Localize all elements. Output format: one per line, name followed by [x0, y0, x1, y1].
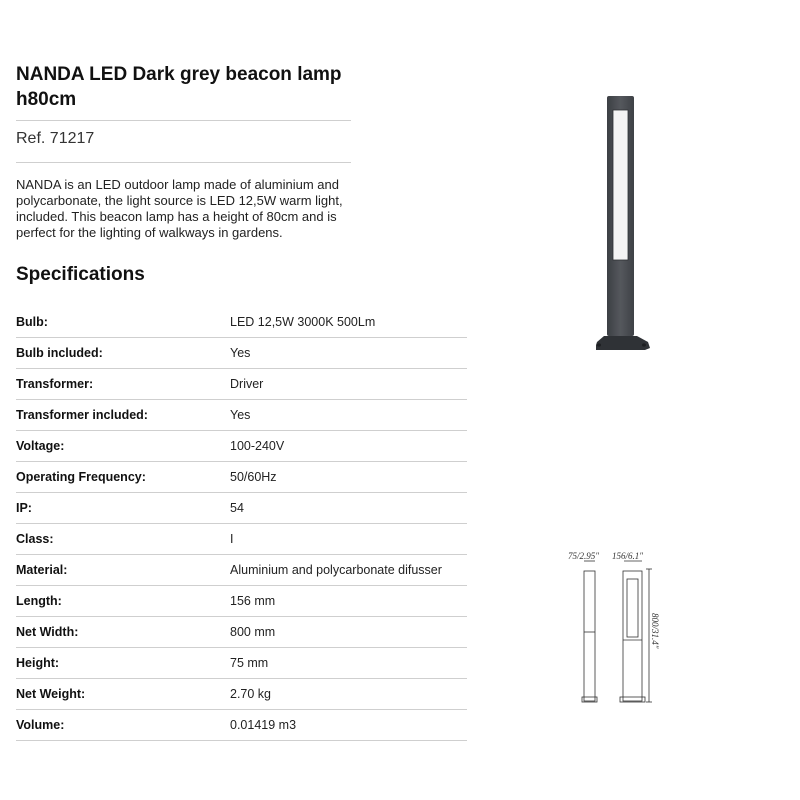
product-description: NANDA is an LED outdoor lamp made of aluminium and polycarbonate, the light source is LED 12,5W warm light, included. This beacon lamp has a height of 80cm and is perfect for the lighting of walkways in gardens. — [16, 177, 343, 240]
spec-value: 2.70 kg — [230, 679, 467, 710]
product-ref: Ref. 71217 — [16, 130, 95, 147]
spec-value: 54 — [230, 493, 467, 524]
spec-label: Transformer included: — [16, 400, 230, 431]
spec-value: 156 mm — [230, 586, 467, 617]
spec-row — [16, 369, 467, 400]
spec-value: LED 12,5W 3000K 500Lm — [230, 307, 467, 338]
spec-row — [16, 648, 467, 679]
spec-label: Bulb included: — [16, 338, 230, 369]
spec-label: Volume: — [16, 710, 230, 741]
spec-row — [16, 462, 467, 493]
spec-label: Net Weight: — [16, 679, 230, 710]
divider — [16, 162, 351, 163]
spec-value: 0.01419 m3 — [230, 710, 467, 741]
spec-value: Yes — [230, 400, 467, 431]
specifications-heading: Specifications — [16, 264, 145, 285]
product-lamp-image — [596, 94, 656, 356]
spec-row — [16, 710, 467, 741]
side-dimension-label: 75/2.95" — [568, 551, 600, 561]
lamp-diffuser — [613, 110, 628, 260]
spec-label: Voltage: — [16, 431, 230, 462]
spec-value: Aluminium and polycarbonate difusser — [230, 555, 467, 586]
lamp-base — [596, 336, 650, 350]
front-view — [623, 571, 642, 701]
spec-value: 800 mm — [230, 617, 467, 648]
spec-label: Bulb: — [16, 307, 230, 338]
divider — [16, 120, 351, 121]
spec-row — [16, 338, 467, 369]
spec-label: Length: — [16, 586, 230, 617]
front-dimension-label: 156/6.1" — [612, 551, 644, 561]
spec-value: I — [230, 524, 467, 555]
spec-row — [16, 586, 467, 617]
spec-row — [16, 555, 467, 586]
spec-value: Driver — [230, 369, 467, 400]
spec-value: 50/60Hz — [230, 462, 467, 493]
spec-row — [16, 493, 467, 524]
spec-value: 100-240V — [230, 431, 467, 462]
specifications-table — [16, 307, 467, 741]
spec-value: 75 mm — [230, 648, 467, 679]
spec-row — [16, 307, 467, 338]
spec-row — [16, 400, 467, 431]
spec-row — [16, 524, 467, 555]
spec-label: Transformer: — [16, 369, 230, 400]
technical-drawing — [560, 545, 680, 715]
spec-label: Material: — [16, 555, 230, 586]
product-title: NANDA LED Dark grey beacon lamp h80cm — [16, 64, 342, 110]
spec-label: Net Width: — [16, 617, 230, 648]
height-dimension-label: 800/31.4" — [650, 613, 660, 649]
spec-label: IP: — [16, 493, 230, 524]
side-view — [584, 571, 595, 701]
spec-row — [16, 679, 467, 710]
spec-label: Operating Frequency: — [16, 462, 230, 493]
spec-value: Yes — [230, 338, 467, 369]
spec-label: Class: — [16, 524, 230, 555]
spec-row — [16, 617, 467, 648]
spec-label: Height: — [16, 648, 230, 679]
spec-row — [16, 431, 467, 462]
